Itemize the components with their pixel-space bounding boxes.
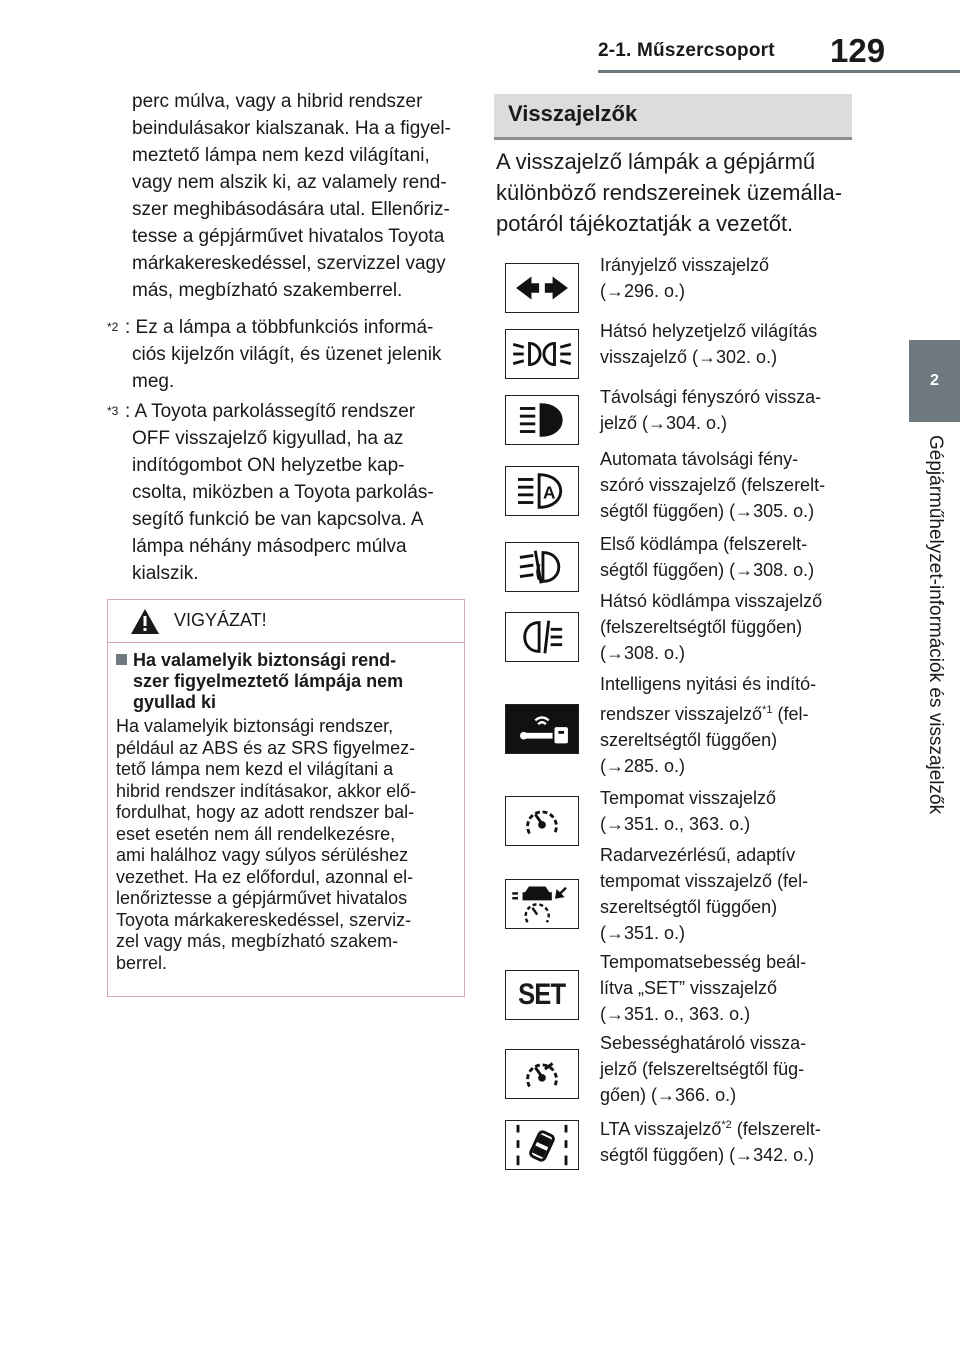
text-line: lámpa néhány másodperc múlva [132, 536, 407, 557]
text-line: más, megbízható szakemberrel. [132, 280, 403, 301]
footnote-mark: *3 [107, 404, 119, 418]
caution-subheading: Ha valamelyik biztonsági rend- szer figyelmeztető lámpája nem gyullad ki [116, 650, 456, 713]
indicator-description: Tempomatsebesség beál- lítva „SET” visszajelző (→351. o., 363. o.) [600, 952, 807, 1024]
indicator-description: Távolsági fényszóró vissza- jelző (→304. o.) [600, 387, 822, 433]
footnote-2 [107, 314, 462, 395]
indicator-description: LTA visszajelző$^{*2}$ (felszerelt- ségtől függően) (→342. o.) [600, 1119, 821, 1165]
page-number: 129 [830, 32, 886, 69]
indicators-section-title: Visszajelzők [508, 101, 638, 126]
front-fog-light-icon [505, 542, 579, 592]
indicator-description: Sebességhatároló vissza- jelző (felszereltségtől füg- gően) (→366. o.) [600, 1033, 807, 1105]
indicator-description: Tempomat visszajelző (→351. o., 363. o.) [600, 788, 777, 834]
footnote-mark: *2 [107, 320, 119, 334]
cruise-control-icon [505, 796, 579, 846]
text-line: indítógombot ON helyzetbe kap- [132, 455, 405, 476]
indicator-description: Irányjelző visszajelző (→296. o.) [600, 255, 770, 301]
text-line: OFF visszajelző kigyullad, ha az [132, 428, 404, 449]
text-line: meg. [132, 371, 175, 392]
chapter-tab-number: 2 [909, 340, 960, 422]
text-line: ciós kijelzőn világít, és üzenet jelenik [132, 344, 442, 365]
indicator-description: Első ködlámpa (felszerelt- ségtől függően) (→308. o.) [600, 534, 815, 580]
text-line: meztető lámpa nem kezd világítani, [132, 145, 430, 166]
tail-lights-icon [505, 329, 579, 379]
header-rule [598, 70, 960, 73]
footnote-3 [107, 398, 462, 587]
text-line: segítő funkció be van kapcsolva. A [132, 509, 424, 530]
svg-text:A: A [542, 482, 556, 503]
text-line: perc múlva, vagy a hibrid rendszer [132, 91, 423, 112]
caution-body: Ha valamelyik biztonsági rendszer, például az ABS és az SRS figyelmez- tető lámpa nem kezd el világítani a hibrid rendszer indításakor, akkor elő- fordulhat, hogy az adott rendszer bal- eset esetén nem áll rendelkezésre, ami halálhoz vagy súlyos sérüléshez vezethet. Ha ez előfordul, azonnal el- lenőriztesse a gépjárművet hivatalos Toyota márkakereskedéssel, szerviz- zel vagy más, megbízható szakem- berrel. [116, 716, 417, 973]
lane-tracing-assist-icon [505, 1120, 579, 1170]
continuation-paragraph [132, 88, 462, 304]
automatic-high-beam-icon [505, 466, 579, 516]
radar-cruise-control-icon [505, 879, 579, 929]
indicator-description: Hátsó ködlámpa visszajelző (felszereltségtől függően) (→308. o.) [600, 591, 823, 663]
square-bullet-icon [116, 654, 127, 665]
rear-fog-light-icon [505, 612, 579, 662]
text-line: szer meghibásodására utal. Ellenőriz- [132, 199, 450, 220]
text-line: csolta, miközben a Toyota parkolás- [132, 482, 434, 503]
text-line: márkakereskedéssel, szervizzel vagy [132, 253, 446, 274]
text-line: beindulásakor kialszanak. Ha a figyel- [132, 118, 451, 139]
set-text-icon: SET [505, 970, 579, 1020]
text-line: : Ez a lámpa a többfunkciós informá- [125, 317, 434, 338]
caution-title: VIGYÁZAT! [174, 610, 267, 630]
indicator-description: Hátsó helyzetjelző világítás visszajelző (→302. o.) [600, 321, 818, 367]
indicator-description: Automata távolsági fény- szóró visszajelző (felszerelt- ségtől függően) (→305. o.) [600, 449, 826, 521]
text-line: : A Toyota parkolássegítő rendszer [125, 401, 416, 422]
indicators-section-banner [494, 94, 852, 140]
text-line: vagy nem alszik ki, az valamely rend- [132, 172, 447, 193]
caution-box [107, 599, 465, 997]
chapter-tab-title [909, 435, 960, 865]
indicator-description: Radarvezérlésű, adaptív tempomat visszajelző (fel- szereltségtől függően) (→351. o.) [600, 845, 809, 943]
turn-signal-arrows-icon [505, 263, 579, 313]
indicators-intro: A visszajelző lámpák a gépjármű különböző rendszereinek üzemálla- potáról tájékoztatják a vezetőt. [496, 149, 843, 236]
warning-triangle-icon [130, 608, 160, 635]
chapter-tab-title-text: Gépjárműhelyzet-információk és visszajelzők [924, 435, 946, 815]
indicator-description: Intelligens nyitási és indító- rendszer visszajelző$^{*1}$ (fel- szereltségtől függően) (→285. o.) [600, 674, 817, 776]
high-beam-icon [505, 395, 579, 445]
caution-header [108, 600, 464, 643]
speed-limiter-icon [505, 1049, 579, 1099]
text-line: tesse a gépjárművet hivatalos Toyota [132, 226, 445, 247]
section-title: 2-1. Műszercsoport [598, 40, 775, 61]
text-line: kialszik. [132, 563, 199, 584]
smart-key-icon [505, 704, 579, 754]
